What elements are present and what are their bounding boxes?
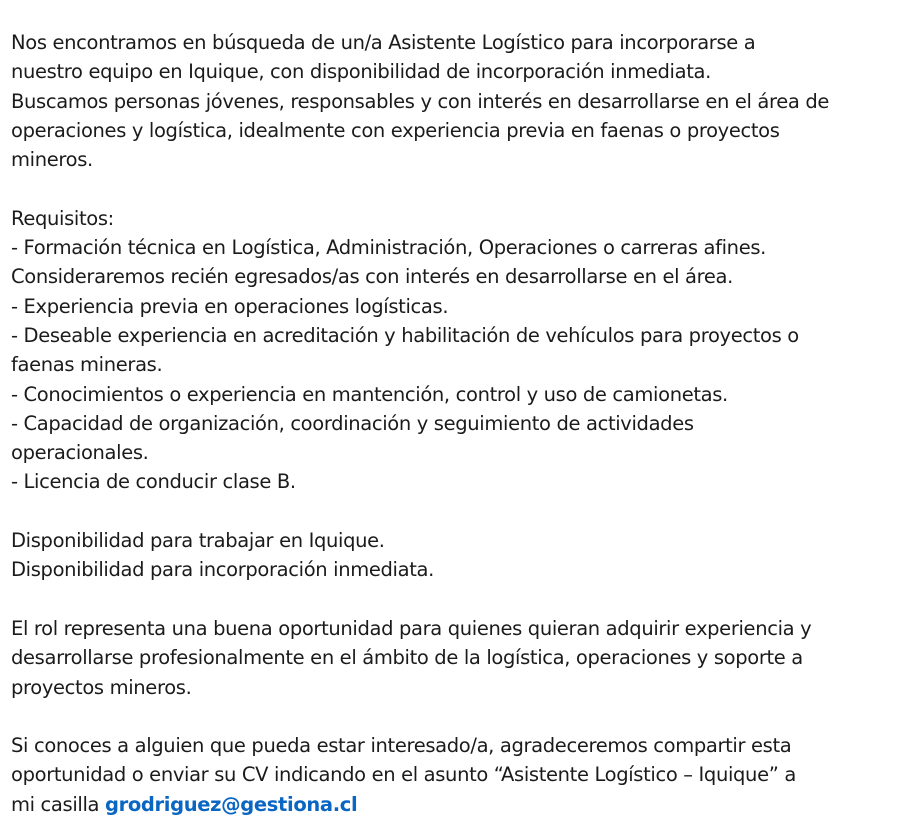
closing-paragraph: [11, 731, 891, 819]
intro-paragraph: [11, 28, 891, 174]
intro-line: operaciones y logística, idealmente con experiencia previa en faenas o proyectos: [11, 118, 780, 142]
intro-line: mineros.: [11, 148, 93, 172]
opportunity-line: desarrollarse profesionalmente en el ámbito de la logística, operaciones y soporte a: [11, 646, 803, 670]
requirement-line: - Formación técnica en Logística, Administración, Operaciones o carreras afines.: [11, 236, 766, 260]
intro-line: Nos encontramos en búsqueda de un/a Asistente Logístico para incorporarse a: [11, 31, 756, 54]
availability-paragraph: [11, 526, 891, 585]
requirements-heading: Requisitos:: [11, 206, 114, 230]
availability-line: Disponibilidad para incorporación inmediata.: [11, 558, 434, 582]
closing-line: Si conoces a alguien que pueda estar interesado/a, agradeceremos compartir esta: [11, 734, 792, 758]
paragraph-spacer: [11, 585, 891, 614]
paragraph-spacer: [11, 497, 891, 526]
requirement-line: operacionales.: [11, 441, 149, 465]
requirement-line: - Experiencia previa en operaciones logísticas.: [11, 294, 449, 318]
job-post-body: [11, 28, 891, 819]
paragraph-spacer: [11, 174, 891, 203]
requirement-line: - Capacidad de organización, coordinación y seguimiento de actividades: [11, 411, 694, 435]
requirement-line: - Deseable experiencia en acreditación y habilitación de vehículos para proyectos o: [11, 323, 799, 347]
requirement-line: - Conocimientos o experiencia en mantención, control y uso de camionetas.: [11, 382, 728, 406]
availability-line: Disponibilidad para trabajar en Iquique.: [11, 529, 385, 553]
requirement-line: faenas mineras.: [11, 353, 163, 377]
requirement-line: - Licencia de conducir clase B.: [11, 470, 296, 494]
requirement-line: Consideraremos recién egresados/as con interés en desarrollarse en el área.: [11, 265, 733, 289]
intro-line: nuestro equipo en Iquique, con disponibilidad de incorporación inmediata.: [11, 60, 711, 84]
opportunity-line: proyectos mineros.: [11, 675, 192, 699]
opportunity-paragraph: [11, 614, 891, 702]
closing-prefix: mi casilla: [11, 792, 105, 816]
requirements-section: [11, 204, 891, 497]
closing-line: oportunidad o enviar su CV indicando en el asunto “Asistente Logístico – Iquique” a: [11, 763, 796, 787]
intro-line: Buscamos personas jóvenes, responsables y con interés en desarrollarse en el área de: [11, 89, 829, 113]
paragraph-spacer: [11, 702, 891, 731]
email-link[interactable]: grodriguez@gestiona.cl: [105, 792, 358, 816]
opportunity-line: El rol representa una buena oportunidad para quienes quieran adquirir experiencia y: [11, 616, 812, 640]
closing-line: [11, 790, 891, 819]
